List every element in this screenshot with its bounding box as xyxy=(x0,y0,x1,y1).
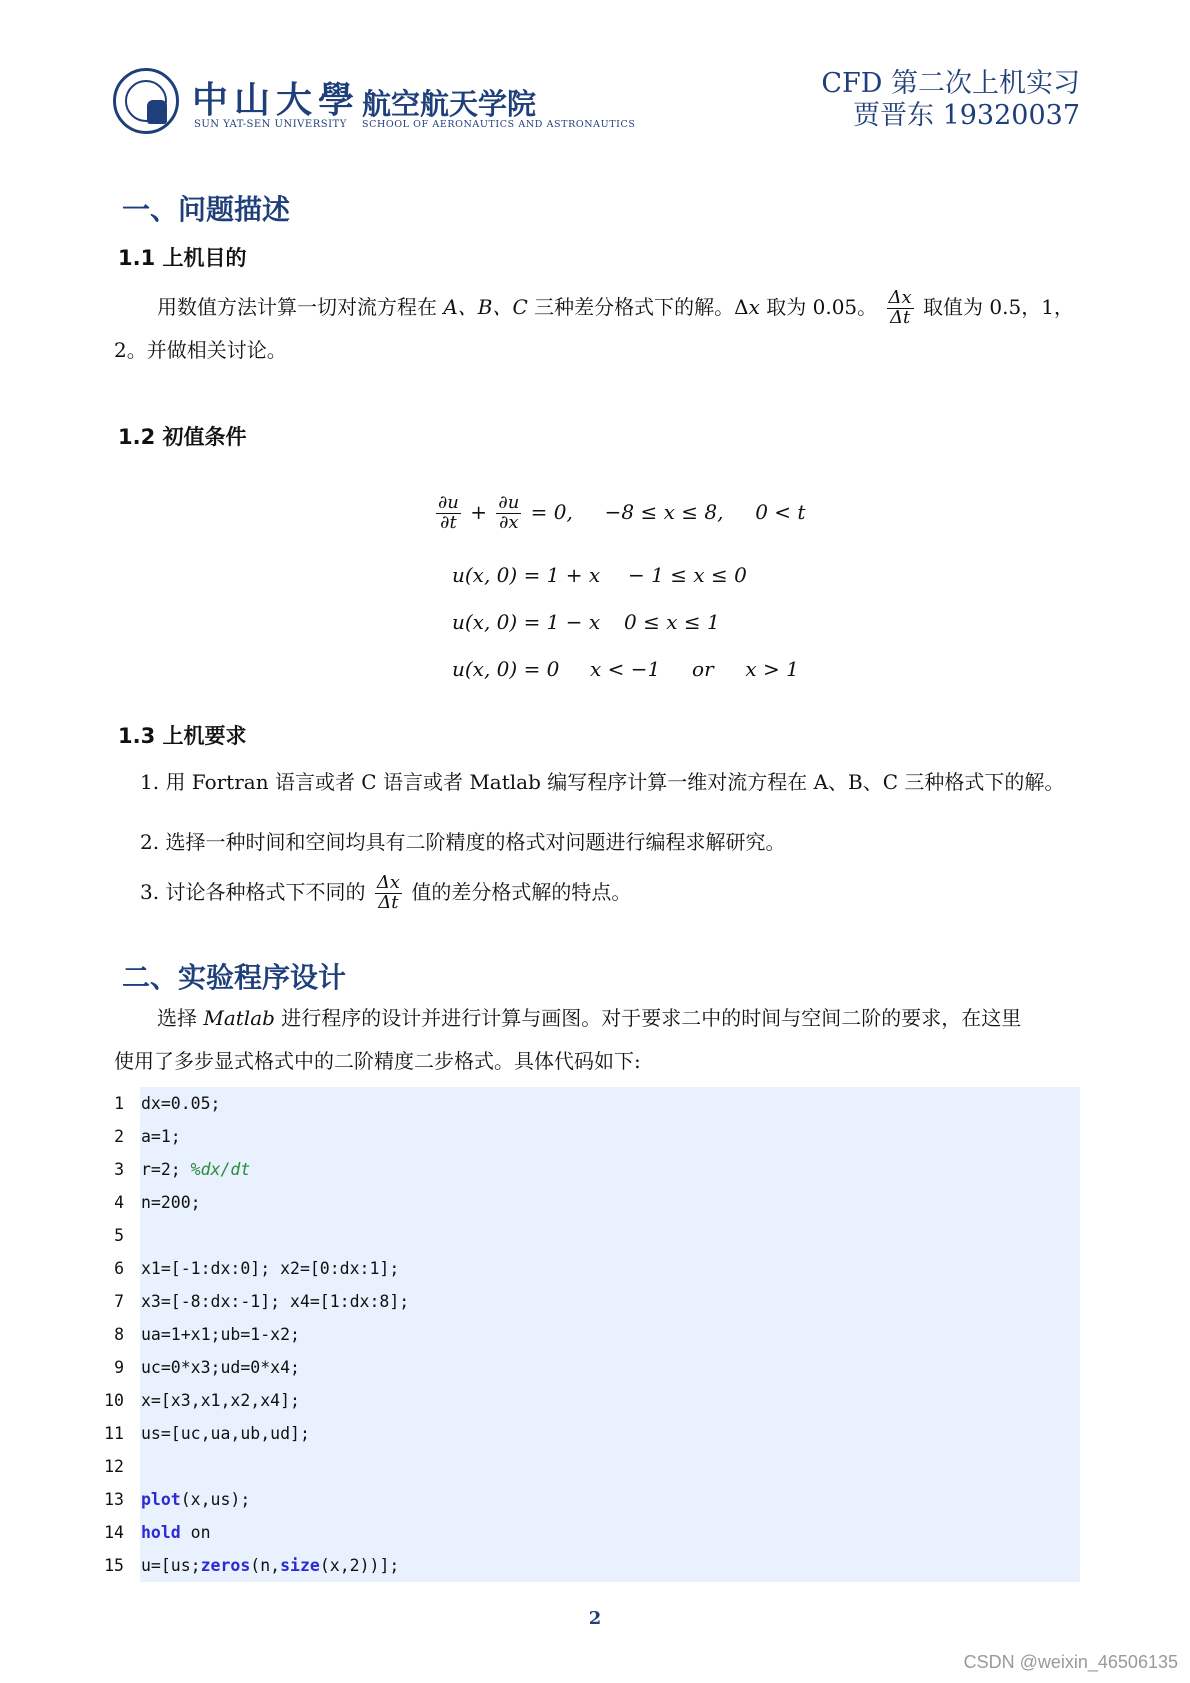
sub1-text-mid: 三种差分格式下的解。Δ xyxy=(534,295,749,319)
ic1-rhs: − 1 ≤ x ≤ 0 xyxy=(628,563,747,587)
pde-equation: $\frac{\partial u}{\partial t}$ + $\frac{\partial u}{\partial x}$ = 0, −8 ≤ x ≤ 8, 0 < t xyxy=(438,492,806,533)
sub1-abc: A、B、C xyxy=(443,295,528,319)
code-line-number: 6 xyxy=(114,1259,124,1278)
code-line-text: x3=[-8:dx:-1]; x4=[1:dx:8]; xyxy=(141,1292,410,1311)
code-line-text: us=[uc,ua,ub,ud]; xyxy=(141,1424,310,1443)
code-line-number: 13 xyxy=(104,1490,124,1509)
code-line-text: plot(x,us); xyxy=(141,1490,251,1509)
section2-paragraph-1: 选择 Matlab 进行程序的设计并进行计算与画图。对于要求二中的时间与空间二阶的要求，在这里 xyxy=(157,1006,1022,1030)
code-line-text: n=200; xyxy=(141,1193,201,1212)
sub1-paragraph xyxy=(157,287,1074,328)
ic2-rhs: 0 ≤ x ≤ 1 xyxy=(624,610,720,634)
code-line-text: a=1; xyxy=(141,1127,181,1146)
code-line-text: uc=0*x3;ud=0*x4; xyxy=(141,1358,300,1377)
code-line-text: r=2; %dx/dt xyxy=(141,1160,251,1179)
code-line-number: 3 xyxy=(114,1160,124,1179)
header-right xyxy=(821,68,1080,132)
requirement-item-2: 2. 选择一种时间和空间均具有二阶精度的格式对问题进行编程求解研究。 xyxy=(140,830,786,854)
school-name-en: SCHOOL OF AERONAUTICS AND ASTRONAUTICS xyxy=(362,119,636,130)
page-number: 2 xyxy=(588,1608,602,1629)
sub1-text-after: 取值为 0.5，1， xyxy=(923,295,1074,319)
code-line-text: dx=0.05; xyxy=(141,1094,221,1113)
code-line-number: 11 xyxy=(104,1424,124,1443)
code-line-number: 8 xyxy=(114,1325,124,1344)
sub2-title: 1.2 初值条件 xyxy=(118,425,247,449)
code-line-text: x=[x3,x1,x2,x4]; xyxy=(141,1391,300,1410)
dx-dt-fraction-2: $\frac{\Delta x}{\Delta t}$ xyxy=(376,872,400,913)
code-line-number: 10 xyxy=(104,1391,124,1410)
dx-dt-fraction: $\frac{\Delta x}{\Delta t}$ xyxy=(888,287,912,328)
code-line-text: u=[us;zeros(n,size(x,2))]; xyxy=(141,1556,400,1575)
code-line-number: 5 xyxy=(114,1226,124,1245)
requirement-item-3: 3. 讨论各种格式下不同的 $\frac{\Delta x}{\Delta t}$ 值的差分格式解的特点。 xyxy=(140,872,632,913)
sub1-text-before: 用数值方法计算一切对流方程在 xyxy=(157,295,437,319)
code-line-number: 14 xyxy=(104,1523,124,1542)
section2-paragraph-2: 使用了多步显式格式中的二阶精度二步格式。具体代码如下: xyxy=(114,1049,641,1073)
ic3-lhs: u(x, 0) = 0 xyxy=(452,657,560,681)
university-seal-icon xyxy=(113,68,179,134)
code-line-number: 7 xyxy=(114,1292,124,1311)
code-line-text: ua=1+x1;ub=1-x2; xyxy=(141,1325,300,1344)
requirement-item-1: 1. 用 Fortran 语言或者 C 语言或者 Matlab 编写程序计算一维对流方程在 A、B、C 三种格式下的解。 xyxy=(140,770,1065,794)
section2-title: 二、实验程序设计 xyxy=(122,961,347,994)
code-line-number: 9 xyxy=(114,1358,124,1377)
code-line-number: 15 xyxy=(104,1556,124,1575)
sub1-x: x xyxy=(748,295,760,319)
code-line-text: hold on xyxy=(141,1523,211,1542)
sub1-title: 1.1 上机目的 xyxy=(118,246,247,270)
university-name-cn: 中山大學 xyxy=(192,79,361,121)
university-name-en: SUN YAT-SEN UNIVERSITY xyxy=(194,119,347,130)
ic1-lhs: u(x, 0) = 1 + x xyxy=(452,563,601,587)
watermark: CSDN @weixin_46506135 xyxy=(963,1652,1178,1672)
code-line-text: x1=[-1:dx:0]; x2=[0:dx:1]; xyxy=(141,1259,400,1278)
code-line-number: 1 xyxy=(114,1094,124,1113)
doc-title: CFD 第二次上机实习 xyxy=(821,68,1080,99)
school-name-cn: 航空航天学院 xyxy=(362,87,537,121)
ic3-rhs: x < −1 or x > 1 xyxy=(590,657,799,681)
code-line-number: 2 xyxy=(114,1127,124,1146)
sub1-line2: 2。并做相关讨论。 xyxy=(114,338,287,362)
doc-author: 贾晋东 19320037 xyxy=(852,100,1080,131)
ic2-lhs: u(x, 0) = 1 − x xyxy=(452,610,601,634)
sub3-title: 1.3 上机要求 xyxy=(118,724,247,748)
code-line-number: 4 xyxy=(114,1193,124,1212)
code-line-number: 12 xyxy=(104,1457,124,1476)
sub1-text-mid2: 取为 0.05。 xyxy=(766,295,878,319)
section1-title: 一、问题描述 xyxy=(122,193,291,226)
